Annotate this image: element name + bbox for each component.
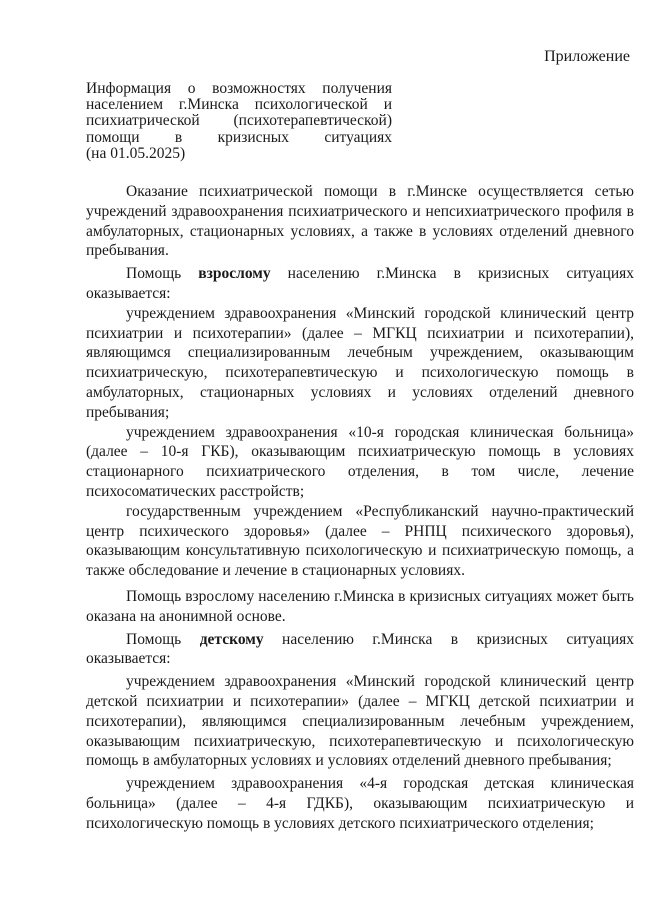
info-title-block xyxy=(86,81,392,162)
appendix-label: Приложение xyxy=(544,48,630,65)
paragraph-child-mgkc: учреждением здравоохранения «Минский городской клинический центр детской психиатрии и психотерапии» (далее – МГКЦ детской психиатрии и психотерапии), являющимся специализированным лечебным учреждением, оказывающим психиатрическую, психотерапевтическую и психологическую помощь в амбулаторных условиях и условиях отделений дневного пребывания; xyxy=(86,673,634,770)
text-run: Помощь xyxy=(126,630,200,648)
paragraph-child-heading xyxy=(86,630,634,670)
info-title-line: Информация о возможностях получения xyxy=(86,80,392,97)
info-title-line: помощи в кризисных ситуациях xyxy=(86,128,392,146)
info-title-line: населением г.Минска психологической и xyxy=(86,96,392,114)
paragraph-adult-heading xyxy=(86,264,634,304)
document-body xyxy=(86,182,634,834)
bold-child: детскому xyxy=(199,630,264,648)
paragraph-10-gkb: учреждением здравоохранения «10-я городская клиническая больница» (далее – 10-я ГКБ), оказывающим психиатрическую помощь в условиях стационарного психиатрического отделения, в том числе, лечение психосоматических расстройств; xyxy=(86,423,634,500)
paragraph-intro: Оказание психиатрической помощи в г.Минске осуществляется сетью учреждений здравоохранения психиатрического и непсихиатрического профиля в амбулаторных, стационарных условиях, а также в условиях отделений дневного пребывания. xyxy=(86,183,634,260)
paragraph-4-gdkb: учреждением здравоохранения «4-я городская детская клиническая больница» (далее – 4-я ГДКБ), оказывающим психиатрическую и психологическую помощь в условиях детского психиатрического отделения; xyxy=(86,775,634,832)
paragraph-rnpc: государственным учреждением «Республиканский научно-практический центр психического здоровья» (далее – РНПЦ психического здоровья), оказывающим консультативную психологическую и психиатрическую помощь, а также обследование и лечение в стационарных условиях. xyxy=(86,502,634,580)
text-run: населению г.Минска в кризисных ситуациях оказывается: xyxy=(86,265,635,302)
paragraph-anonymous: Помощь взрослому населению г.Минска в кризисных ситуациях может быть оказана на анонимной основе. xyxy=(86,587,634,625)
text-run: Помощь xyxy=(126,265,199,283)
info-title-line: психиатрической (психотерапевтической) xyxy=(86,112,392,130)
paragraph-mgkc: учреждением здравоохранения «Минский городской клинический центр психиатрии и психотерапии» (далее – МГКЦ психиатрии и психотерапии), являющимся специализированным лечебным учреждением, оказывающим психиатрическую, психотерапевтическую и психологическую помощь в амбулаторных, стационарных условиях и условиях отделений дневного пребывания; xyxy=(86,304,634,421)
text-run: населению г.Минска в кризисных ситуациях оказывается: xyxy=(86,630,635,668)
bold-adult: взрослому xyxy=(198,265,271,283)
info-date-line: (на 01.05.2025) xyxy=(86,144,186,162)
